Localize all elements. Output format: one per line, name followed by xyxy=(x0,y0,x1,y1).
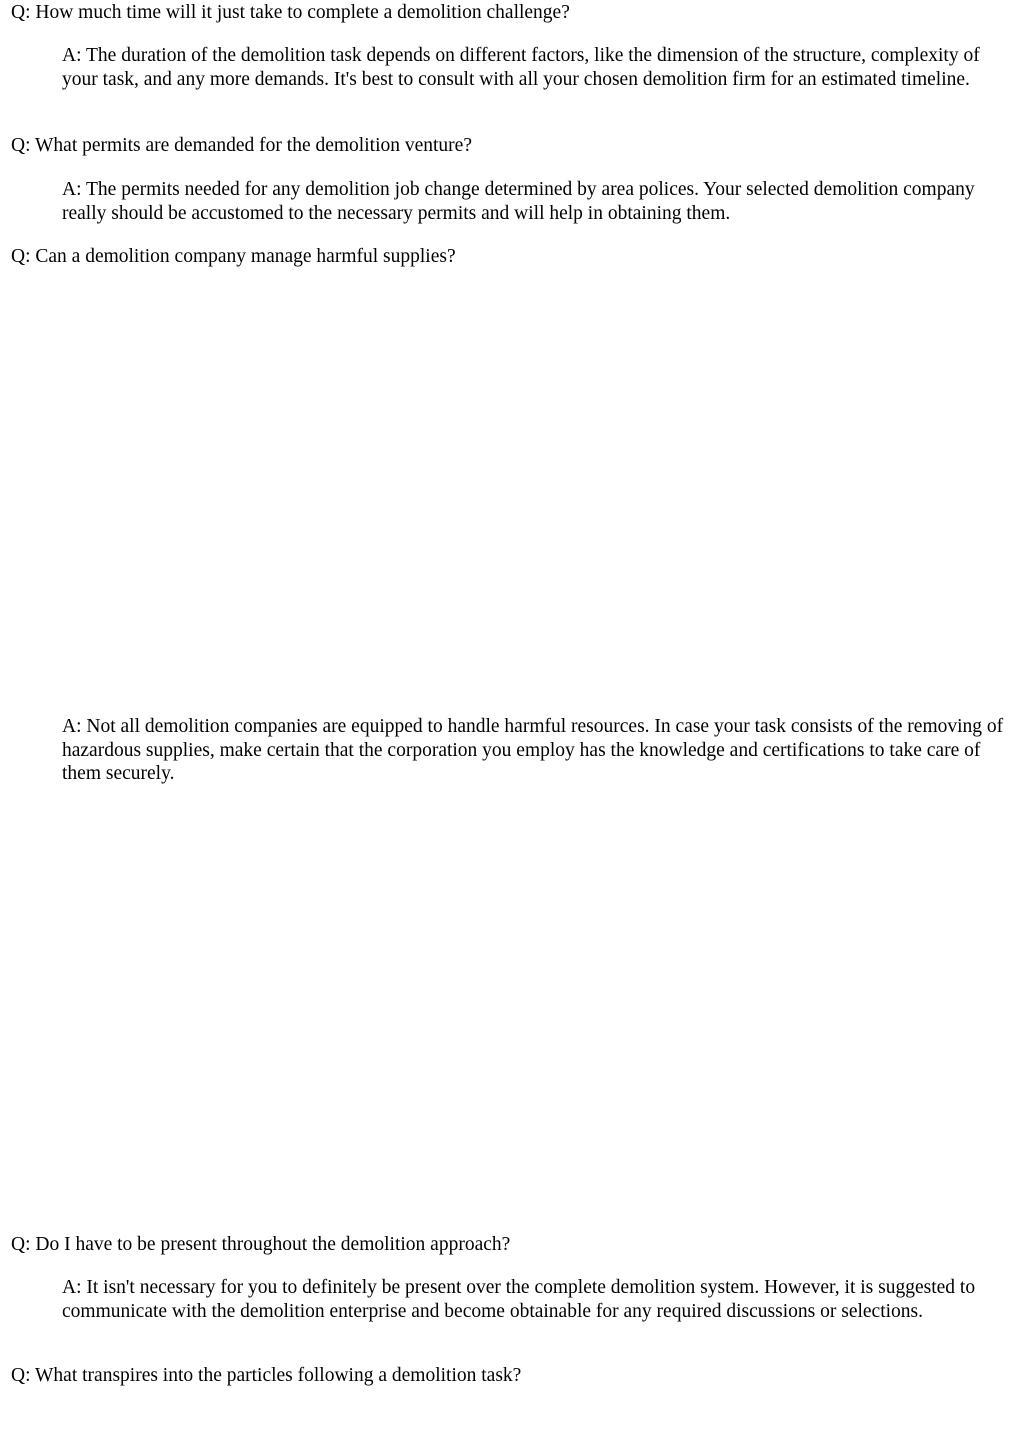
blank-image-area-1 xyxy=(11,272,1011,712)
faq-question-5: Q: What transpires into the particles following a demolition task? xyxy=(11,1365,522,1386)
blank-image-area-2 xyxy=(11,790,1011,1230)
faq-answer-4: A: It isn't necessary for you to definitely be present over the complete demolition system. However, it is suggested to communicate with the demolition enterprise and become obtainable for any required discussions or selections. xyxy=(62,1277,976,1322)
faq-question-4: Q: Do I have to be present throughout the demolition approach? xyxy=(11,1234,511,1255)
faq-answer-3: A: Not all demolition companies are equipped to handle harmful resources. In case your task consists of the removing of hazardous supplies, make certain that the corporation you employ has the knowledge and certifications to take care of them securely. xyxy=(62,716,1004,784)
faq-answer-2: A: The permits needed for any demolition job change determined by area polices. Your selected demolition company really should be accustomed to the necessary permits and will help in obtaining them. xyxy=(62,179,975,224)
faq-question-1: Q: How much time will it just take to complete a demolition challenge? xyxy=(11,2,570,23)
faq-answer-1: A: The duration of the demolition task depends on different factors, like the dimension of the structure, complexity of your task, and any more demands. It's best to consult with all your chosen demolition firm for an estimated timeline. xyxy=(62,45,980,90)
faq-question-3: Q: Can a demolition company manage harmful supplies? xyxy=(11,246,456,267)
faq-question-2: Q: What permits are demanded for the demolition venture? xyxy=(11,135,472,156)
